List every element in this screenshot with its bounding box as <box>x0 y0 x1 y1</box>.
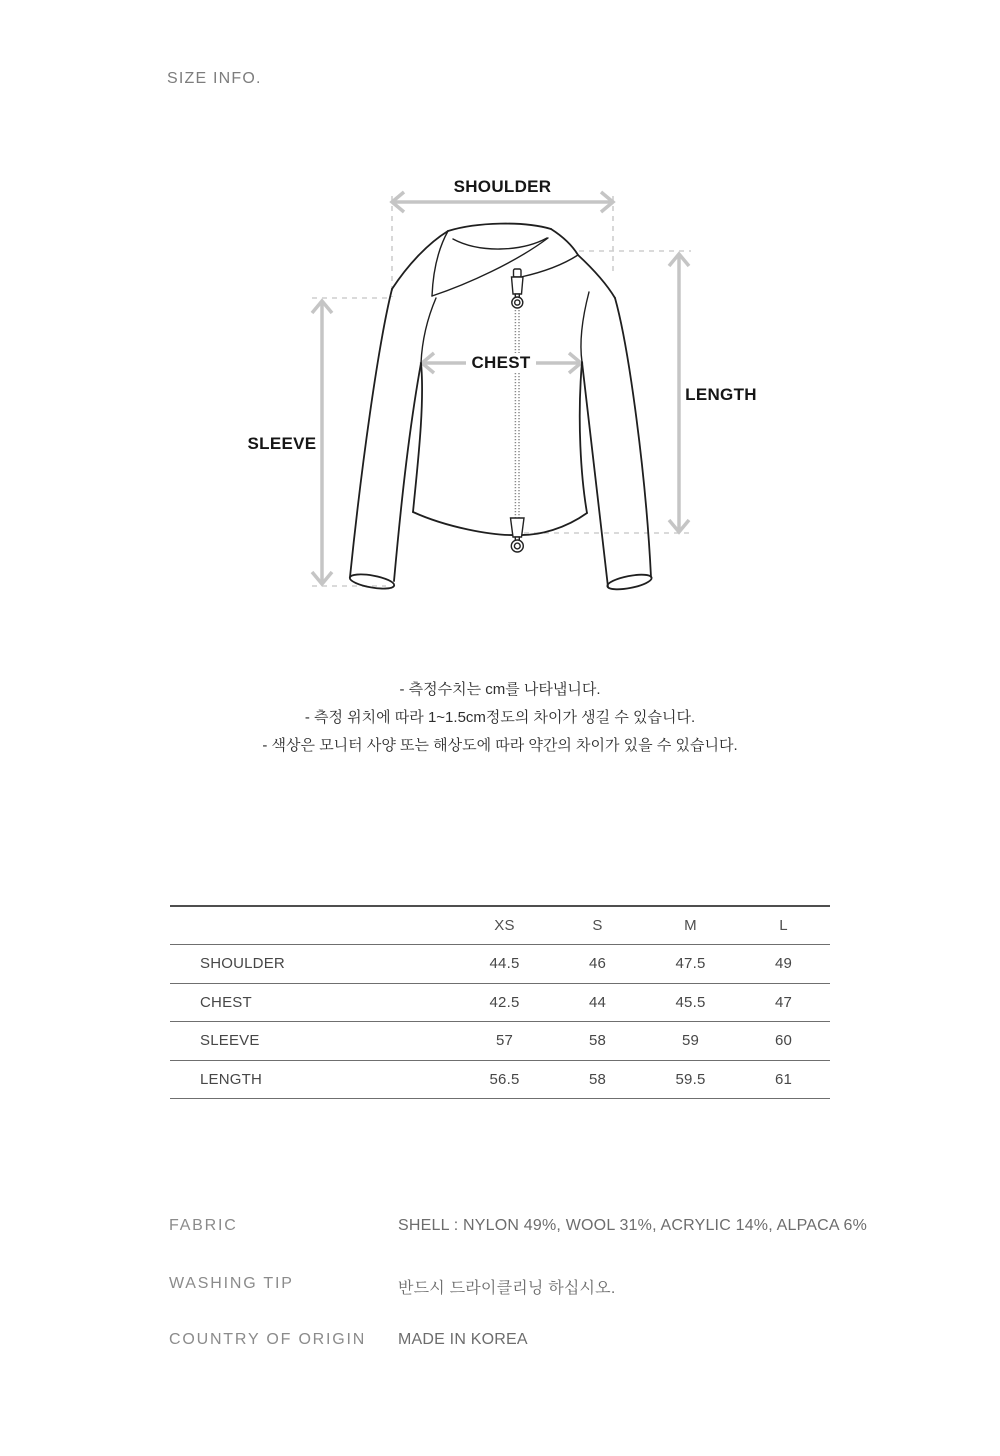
note-line: - 측정수치는 cm를 나타냅니다. <box>399 681 601 698</box>
washing-tip-value: 반드시 드라이클리닝 하십시오. <box>398 1280 616 1297</box>
jacket-outline <box>349 224 653 593</box>
size-value: 44 <box>588 993 607 1011</box>
washing-tip-label: WASHING TIP <box>169 1275 294 1292</box>
column-header: M <box>684 917 697 934</box>
size-value: 59 <box>681 1032 700 1050</box>
measurement-notes <box>0 676 1000 760</box>
size-value: 57 <box>495 1032 514 1050</box>
size-value: 47.5 <box>675 955 706 973</box>
row-label: SLEEVE <box>200 1032 260 1050</box>
row-label: CHEST <box>200 993 252 1011</box>
size-value: 61 <box>774 1070 793 1088</box>
table-row <box>170 945 830 984</box>
length-label: LENGTH <box>685 385 757 404</box>
note-line: - 측정 위치에 따라 1~1.5cm정도의 차이가 생길 수 있습니다. <box>304 709 696 726</box>
row-label: LENGTH <box>200 1070 263 1088</box>
column-header: XS <box>494 917 515 934</box>
size-value: 46 <box>588 955 607 973</box>
size-table-header <box>170 907 830 945</box>
origin-value: MADE IN KOREA <box>398 1331 528 1348</box>
zipper <box>511 269 525 552</box>
origin-label: COUNTRY OF ORIGIN <box>169 1331 367 1348</box>
size-value: 45.5 <box>675 993 706 1011</box>
size-value: 47 <box>774 993 793 1011</box>
size-value: 44.5 <box>489 955 520 973</box>
row-label: SHOULDER <box>200 955 285 973</box>
sleeve-label: SLEEVE <box>247 434 317 453</box>
note-line: - 색상은 모니터 사양 또는 해상도에 따라 약간의 차이가 있을 수 있습니다. <box>262 737 738 754</box>
size-value: 59.5 <box>675 1070 706 1088</box>
table-row <box>170 1022 830 1061</box>
table-row <box>170 984 830 1023</box>
column-header: L <box>779 917 788 934</box>
jacket-collar-details <box>421 231 589 363</box>
size-value: 58 <box>588 1070 607 1088</box>
size-value: 49 <box>774 955 793 973</box>
guide-dashes <box>312 196 691 586</box>
size-value: 42.5 <box>489 993 520 1011</box>
chest-label: CHEST <box>467 353 535 373</box>
fabric-label: FABRIC <box>169 1217 238 1234</box>
zipper-pull-top <box>512 269 524 308</box>
table-row <box>170 1061 830 1100</box>
page-title: SIZE INFO. <box>167 70 262 87</box>
shoulder-label: SHOULDER <box>453 177 552 196</box>
size-table <box>170 905 830 1099</box>
size-value: 60 <box>774 1032 793 1050</box>
fabric-value: SHELL : NYLON 49%, WOOL 31%, ACRYLIC 14%, ALPACA 6% <box>398 1217 868 1234</box>
size-value: 56.5 <box>489 1070 520 1088</box>
zipper-pull-bottom <box>511 518 525 552</box>
jacket-diagram <box>0 0 1000 660</box>
size-value: 58 <box>588 1032 607 1050</box>
column-header: S <box>592 917 603 934</box>
